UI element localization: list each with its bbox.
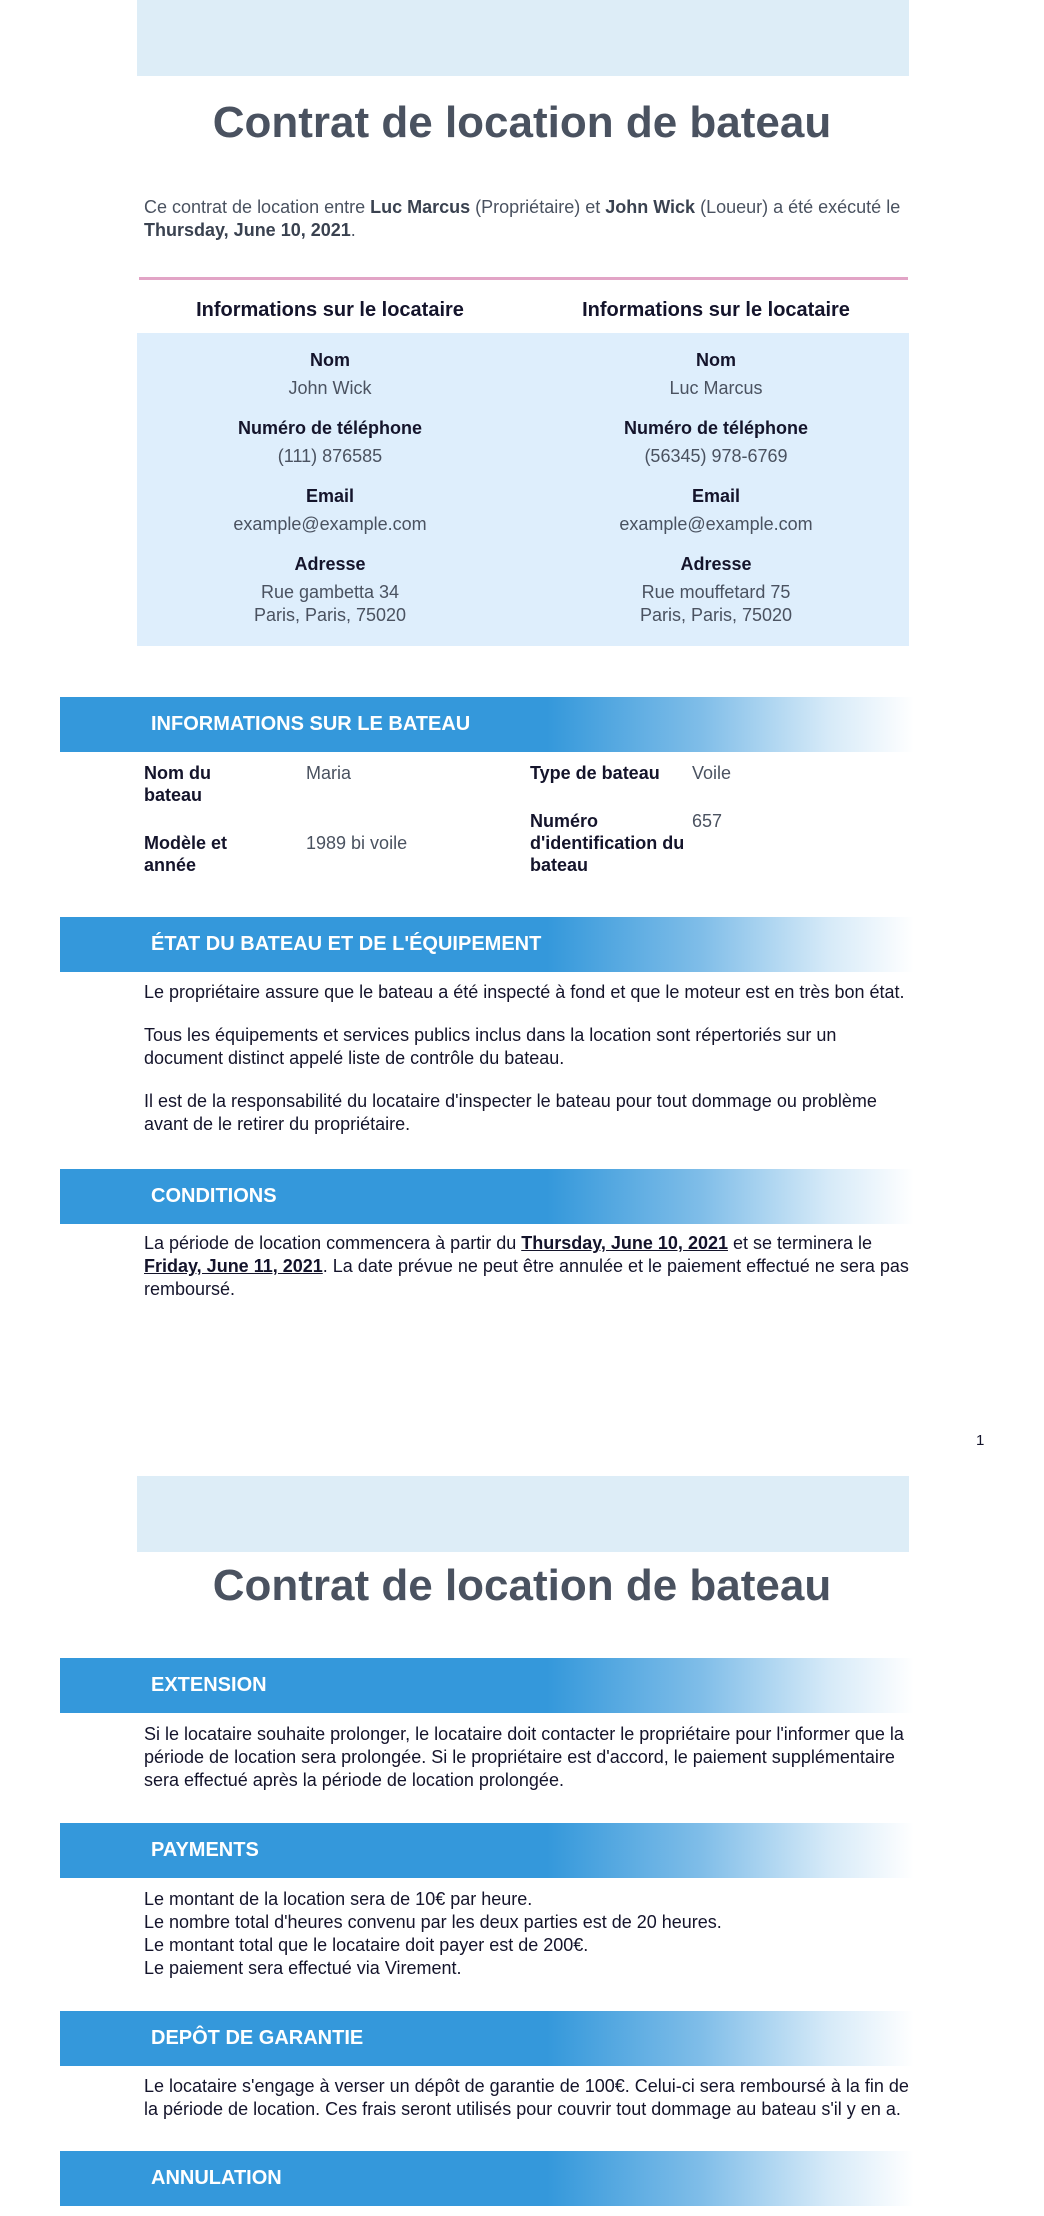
condition-p3: Il est de la responsabilité du locataire d'inspecter le bateau pour tout dommage ou problème avant de le retirer du propriétaire.	[144, 1091, 877, 1134]
boat-id-label: Numéro d'identification du bateau	[530, 811, 685, 875]
owner-name: Luc Marcus	[370, 197, 471, 217]
section-header-payments: PAYMENTS	[60, 1823, 914, 1878]
payment-line: Le montant de la location sera de 10€ par heure.	[144, 1889, 533, 1909]
conditions-text: La période de location commencera à partir du Thursday, June 10, 2021 et se terminera le Friday, June 11, 2021. La date prévue ne peut être annulée et le paiement effectué ne sera pas remboursé.	[144, 1233, 909, 1299]
boat-info-grid	[0, 762, 1044, 882]
section-header-conditions: CONDITIONS	[60, 1169, 914, 1224]
section-header-condition: ÉTAT DU BATEAU ET DE L'ÉQUIPEMENT	[60, 917, 914, 972]
phone-label: Numéro de téléphone	[237, 418, 423, 438]
boat-type-value: Voile	[692, 763, 732, 783]
address-line2: Paris, Paris, 75020	[253, 605, 407, 625]
party-headings	[137, 297, 909, 323]
parties-box	[137, 333, 909, 646]
header-banner	[137, 0, 909, 76]
header-banner	[137, 1476, 909, 1552]
party-heading-right: Informations sur le locataire	[582, 299, 850, 321]
name-value: John Wick	[288, 378, 372, 398]
section-header-cancellation: ANNULATION	[60, 2151, 914, 2206]
address-line1: Rue mouffetard 75	[641, 582, 791, 602]
page-title: Contrat de location de bateau	[212, 98, 832, 147]
boat-name-label: Nom du bateau	[144, 763, 211, 805]
payment-line: Le paiement sera effectué via Virement.	[144, 1958, 462, 1978]
phone-value: (56345) 978-6769	[644, 446, 788, 466]
address-label: Adresse	[680, 554, 752, 574]
boat-id-value: 657	[692, 811, 723, 831]
condition-p2: Tous les équipements et services publics inclus dans la location sont répertoriés sur un document distinct appelé liste de contrôle du bateau.	[144, 1025, 837, 1068]
condition-p1: Le propriétaire assure que le bateau a été inspecté à fond et que le moteur est en très bon état.	[144, 982, 905, 1002]
page-2	[0, 1476, 1044, 2206]
email-label: Email	[691, 486, 741, 506]
payment-line: Le nombre total d'heures convenu par les deux parties est de 20 heures.	[144, 1912, 722, 1932]
address-label: Adresse	[294, 554, 366, 574]
renter-name: John Wick	[605, 197, 696, 217]
section-header-boat-info: INFORMATIONS SUR LE BATEAU	[60, 697, 914, 752]
page-title: Contrat de location de bateau	[212, 1561, 832, 1610]
condition-text	[144, 981, 914, 1136]
name-label: Nom	[310, 350, 350, 370]
party-renter	[137, 349, 523, 646]
email-value: example@example.com	[233, 514, 427, 534]
boat-name-value: Maria	[306, 763, 352, 783]
phone-value: (111) 876585	[277, 446, 383, 466]
name-label: Nom	[696, 350, 736, 370]
start-date: Thursday, June 10, 2021	[521, 1233, 728, 1253]
boat-model-value: 1989 bi voile	[306, 833, 408, 853]
deposit-text: Le locataire s'engage à verser un dépôt de garantie de 100€. Celui-ci sera remboursé à la fin de la période de location. Ces frais seront utilisés pour couvrir tout dommage au bateau s'il y en a.	[144, 2076, 909, 2119]
divider	[139, 277, 908, 280]
payment-line: Le montant total que le locataire doit payer est de 200€.	[144, 1935, 589, 1955]
boat-model-label: Modèle et année	[144, 833, 228, 875]
boat-type-label: Type de bateau	[530, 763, 660, 783]
payments-text	[144, 1888, 914, 1980]
email-label: Email	[305, 486, 355, 506]
email-value: example@example.com	[619, 514, 813, 534]
name-value: Luc Marcus	[669, 378, 763, 398]
contract-date: Thursday, June 10, 2021	[144, 220, 351, 240]
end-date: Friday, June 11, 2021	[144, 1256, 323, 1276]
party-heading-left: Informations sur le locataire	[196, 299, 464, 321]
extension-text: Si le locataire souhaite prolonger, le locataire doit contacter le propriétaire pour l'informer que la période de location sera prolongée. Si le propriétaire est d'accord, le paiement supplémentaire sera effectué après la période de location prolongée.	[144, 1724, 904, 1790]
phone-label: Numéro de téléphone	[623, 418, 809, 438]
address-line2: Paris, Paris, 75020	[639, 605, 793, 625]
address-line1: Rue gambetta 34	[260, 582, 400, 602]
section-header-extension: EXTENSION	[60, 1658, 914, 1713]
intro-paragraph: Ce contrat de location entre Luc Marcus (Propriétaire) et John Wick (Loueur) a été exécuté le Thursday, June 10, 2021.	[144, 197, 901, 240]
party-owner	[523, 349, 909, 646]
section-header-deposit: DEPÔT DE GARANTIE	[60, 2011, 914, 2066]
page-number: 1	[976, 1432, 985, 1449]
